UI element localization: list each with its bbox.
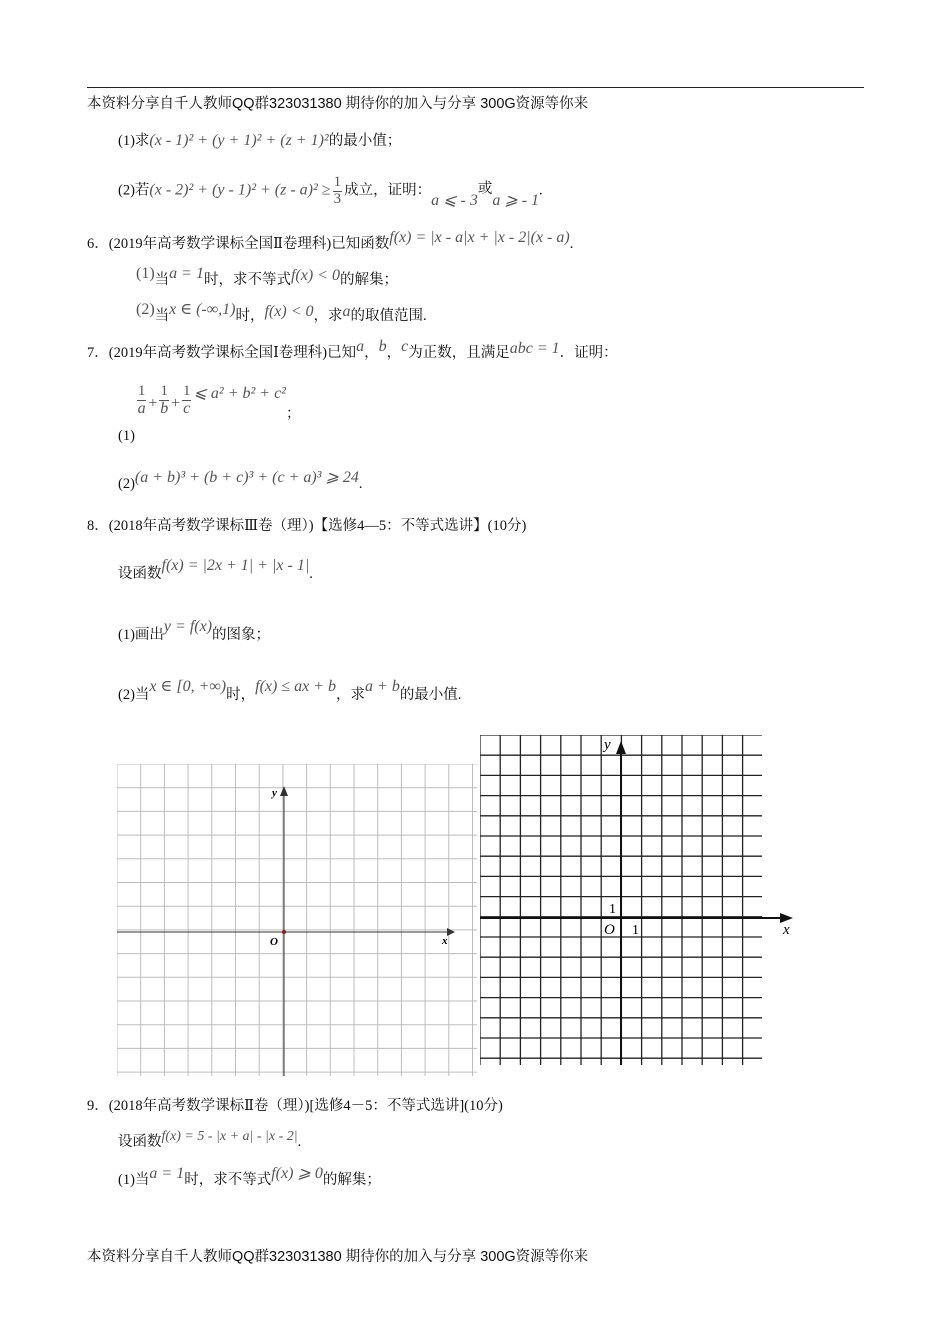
q7-p2-end: . (358, 476, 363, 492)
q6-p1-a: 当 (154, 272, 170, 288)
grid-left-origin-dot (282, 930, 286, 934)
grid-left-lines (117, 764, 477, 1076)
q9-part1 (118, 1164, 381, 1188)
q7-head (87, 338, 618, 362)
q5-p2-expr: (x - 2)² + (y - 1)² + (z - a)² ≥ (149, 181, 331, 199)
q7-frac1-num: 1 (137, 383, 146, 399)
q5-p2-cond2: a ⩾ - 1 (492, 191, 540, 209)
q8-p2-a: (2)当 (118, 687, 150, 703)
q9-head: 9．(2018年高考数学课标Ⅱ卷（理）)[选修4－5：不等式选讲](10分) (87, 1098, 503, 1114)
q8-part2 (118, 677, 462, 703)
q8-p1-expr: y = f(x) (163, 618, 213, 635)
q6-p2-cond: x ∈ (-∞,1) (169, 301, 236, 318)
page-header: 本资料分享自千人教师QQ群323031380 期待你的加入与分享 300G资源等你来 (87, 96, 589, 112)
header-rule (87, 87, 864, 88)
q7-var-c: c (401, 338, 409, 355)
grid-left-y-label: y (272, 787, 277, 799)
q7-var-b: b (378, 338, 387, 355)
q5-p2-mid: 成立，证明： (344, 182, 432, 199)
q5-p2-or: 或 (477, 180, 493, 197)
q7-frac1 (137, 384, 147, 418)
q6-p2-var: a (342, 303, 351, 320)
q5-part2 (118, 175, 543, 208)
q8-p1-a: (1)画出 (118, 627, 164, 643)
q5-p1-expr: (x - 1)² + (y + 1)² + (z + 1)² (149, 132, 329, 149)
q7-part2 (118, 468, 363, 492)
q7-head-text: 7．(2019年高考数学课标全国Ⅰ卷理科)已知 (87, 345, 357, 361)
q6-p2-ineq: f(x) < 0 (264, 303, 314, 320)
q6-p2-a: 当 (154, 308, 170, 324)
q7-frac1-den: a (137, 399, 146, 417)
q6-p2-d: 的取值范围. (350, 308, 427, 324)
q9-setf-expr: f(x) = 5 - |x + a| - |x - 2| (161, 1129, 298, 1144)
q7-cond: abc = 1 (509, 340, 560, 357)
q7-p1-rhs: ⩽ a² + b² + c² (193, 385, 286, 403)
q8-setf (118, 556, 313, 582)
q6-p1-num: (1) (136, 265, 155, 282)
q9-p1-c: 的解集； (322, 1172, 381, 1188)
q6-p1-cond: a = 1 (169, 265, 204, 282)
q8-p2-b: 时， (226, 687, 256, 703)
q6-p2-num: (2) (136, 301, 155, 318)
q7-var-a: a (356, 338, 365, 355)
grid-right-y-arrow (616, 741, 626, 754)
q7-frac2-den: b (160, 399, 169, 417)
grid-left-origin-label: O (270, 936, 278, 948)
grid-left (117, 764, 477, 1076)
q8-p2-c: ，求 (336, 687, 366, 703)
grid-left-x-arrow (447, 928, 455, 936)
grid-right-tick-x1: 1 (632, 923, 639, 938)
q5-frac-num: 1 (333, 174, 342, 190)
grid-right (480, 735, 800, 1065)
grid-right-origin-label: O (604, 922, 615, 938)
q8-p2-ineq: f(x) ≤ ax + b (255, 678, 337, 695)
q8-p2-expr: a + b (365, 678, 400, 695)
q6-p1-c: 的解集； (339, 272, 398, 288)
q5-p2-label: (2)若 (118, 182, 150, 199)
q5-p1-label: (1)求 (118, 133, 150, 149)
q6-head-end: . (569, 236, 574, 252)
q7-comma1: ， (364, 345, 379, 361)
q9-p1-b: 时，求不等式 (184, 1172, 272, 1188)
q9-setf-a: 设函数 (118, 1134, 162, 1150)
q8-setf-a: 设函数 (118, 566, 162, 582)
q7-p2-label: (2) (118, 476, 135, 492)
q7-frac2-num: 1 (160, 383, 168, 399)
q7-frac3-num: 1 (182, 383, 191, 399)
q7-frac3 (182, 384, 192, 418)
q9-p1-a: (1)当 (118, 1172, 150, 1188)
grid-right-x-label: x (783, 922, 790, 938)
q7-p2-expr: (a + b)³ + (b + c)³ + (c + a)³ ⩾ 24 (134, 469, 359, 486)
q6-head (87, 229, 574, 253)
q7-p1-label: (1) (118, 428, 135, 445)
q7-tail: ．证明： (559, 345, 618, 361)
q8-p2-cond: x ∈ [0, +∞) (149, 678, 227, 695)
q8-p1-b: 的图象； (212, 627, 271, 643)
q6-p2-b: 时， (235, 308, 265, 324)
q6-func: f(x) = |x - a|x + |x - 2|(x - a) (389, 229, 570, 246)
q9-p1-ineq: f(x) ⩾ 0 (271, 1165, 323, 1182)
q6-part1 (136, 265, 398, 289)
grid-left-x-label: x (442, 935, 448, 947)
q9-setf (118, 1128, 302, 1150)
q6-p1-ineq: f(x) < 0 (290, 267, 340, 284)
q6-head-text: 6．(2019年高考数学课标全国Ⅱ卷理科)已知函数 (87, 236, 390, 252)
q8-head: 8．(2018年高考数学课标Ⅲ卷（理）)【选修4—5：不等式选讲】(10分) (87, 518, 527, 534)
q9-p1-cond: a = 1 (149, 1165, 185, 1182)
q7-frac3-den: c (183, 399, 191, 417)
q8-part1 (118, 617, 271, 643)
page-footer: 本资料分享自千人教师QQ群323031380 期待你的加入与分享 300G资源等你来 (87, 1249, 589, 1265)
q5-p2-fraction (333, 175, 343, 208)
q7-mid: 为正数，且满足 (408, 345, 510, 361)
q6-p1-b: 时，求不等式 (203, 272, 291, 288)
q7-comma2: ， (386, 345, 402, 361)
q6-p2-c: ，求 (313, 308, 343, 324)
q5-part1 (118, 131, 401, 150)
q6-part2 (136, 301, 427, 325)
q7-p1-end: ； (285, 406, 301, 423)
grid-right-y-label: y (604, 737, 611, 753)
grid-right-tick-y1: 1 (609, 902, 616, 917)
q7-frac2 (159, 384, 169, 418)
q8-setf-expr: f(x) = |2x + 1| + |x - 1| (161, 557, 310, 574)
q5-frac-den: 3 (333, 190, 342, 207)
q9-setf-end: . (297, 1134, 302, 1150)
q8-p2-d: 的最小值. (399, 687, 462, 703)
q5-p1-tail: 的最小值； (328, 133, 402, 149)
q7-part1: (1) $\frac{1}{a}$ + $\frac{1}{b}$ + $\frac{1}{c}$ ⩽ a² + b² + c²； (118, 383, 301, 445)
q5-p2-end: . (539, 182, 543, 199)
q5-p2-cond1: a ⩽ - 3 (431, 191, 478, 209)
q8-setf-end: . (309, 566, 313, 582)
